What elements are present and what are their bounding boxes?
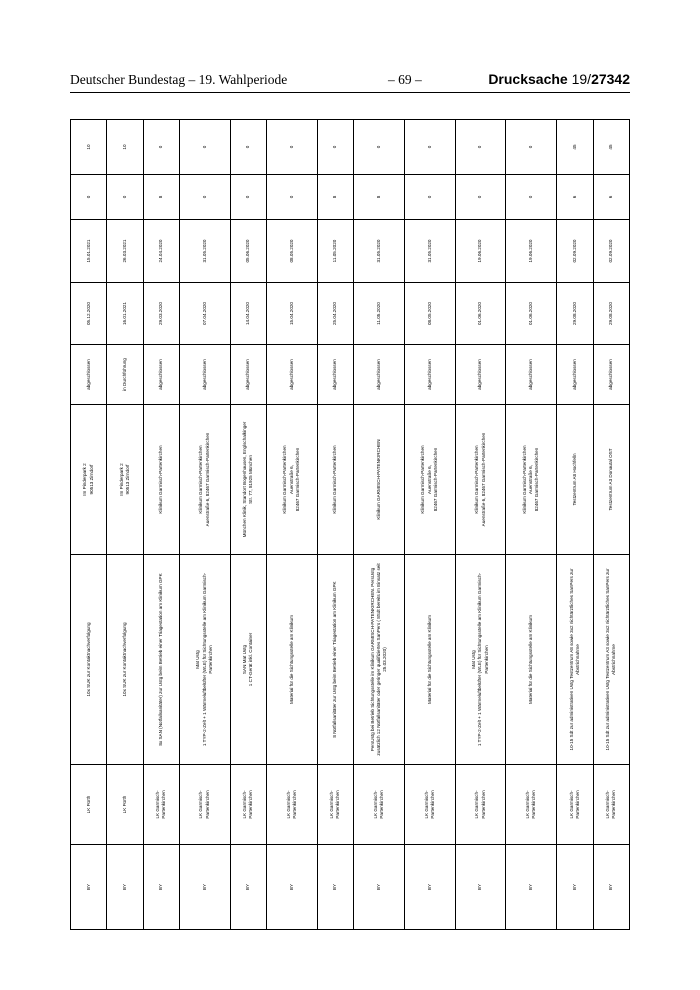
cell-line: 14.04.2020 <box>245 302 251 325</box>
cell-line: 05.06.2020 <box>245 239 251 263</box>
cell-line: LK Garmisch- <box>605 790 611 819</box>
cell-line: abgeschlossen <box>571 359 577 390</box>
cell-start <box>593 283 629 345</box>
cell-end <box>506 220 557 283</box>
cell-line: 0 <box>85 195 91 199</box>
cell-line: 1 CT-Gerät inkl. Container <box>248 632 254 687</box>
cell-start <box>143 283 179 345</box>
drucksache-number <box>488 71 630 87</box>
cell-status <box>506 345 557 405</box>
cell-district <box>404 765 455 845</box>
cell-line: LK Garmisch- <box>154 790 160 819</box>
cell-land <box>266 845 317 930</box>
cell-line: BY <box>426 883 432 891</box>
cell-line: LK Garmisch- <box>474 790 480 819</box>
cell-measure <box>404 555 455 765</box>
cell-line: Partenkirchen <box>611 790 617 819</box>
cell-start <box>71 283 107 345</box>
cell-line: Auenstraße 6, 82467 Garmisch-Partenkirchen <box>480 432 486 527</box>
cell-line: 82467 Garmisch-Partenkirchen <box>534 447 540 512</box>
cell-line: Auenstraße 6, 82467 Garmisch-Partenkirchen <box>204 432 210 527</box>
cell-line: LK Garmisch- <box>329 790 335 819</box>
table-container <box>70 120 630 930</box>
cell-line: Partenkirchen <box>248 790 254 819</box>
cell-land <box>404 845 455 930</box>
cell-line: PersUstg bei Betrieb Sichtungsstelle im Klinikum GARMISCH-PATENKIRCHEN. PersUstg <box>369 567 375 752</box>
cell-line: LK Garmisch- <box>372 790 378 819</box>
table-row <box>179 120 230 930</box>
cell-location <box>107 405 143 555</box>
table-row <box>317 120 353 930</box>
cell-measure <box>266 555 317 765</box>
cell-status <box>404 345 455 405</box>
cell-line: 8 Notfallsanitäter zur Ustg beim Betrieb einer Triagestation am Klinikum GPK <box>332 581 338 738</box>
cell-line: 01.06.2020 <box>528 302 534 325</box>
drucksache-num-b: 27342 <box>591 71 630 87</box>
cell-line: Partenkirchen <box>204 790 210 819</box>
cell-land <box>455 845 506 930</box>
cell-line: LK Garmisch- <box>525 790 531 819</box>
cell-line: 0 <box>158 145 164 149</box>
cell-land <box>71 845 107 930</box>
cell-district <box>143 765 179 845</box>
cell-line: 0 <box>375 145 381 149</box>
cell-line: BY <box>158 883 164 891</box>
cell-line: 0 <box>121 195 127 199</box>
cell-line: LK Fürth <box>85 795 91 814</box>
cell-line: 10x SUK zur Kontaktnachverfolgung <box>121 622 127 697</box>
cell-line: 0 <box>245 195 251 199</box>
cell-count-a <box>266 175 317 220</box>
cell-line: Auenstraße 6, <box>426 465 432 494</box>
cell-line: 26.03.2021 <box>121 239 127 263</box>
cell-line: 45 <box>608 144 614 150</box>
cell-end <box>455 220 506 283</box>
cell-line: 90513 Zirndorf <box>88 464 94 495</box>
cell-line: Partenkirchen <box>161 790 167 819</box>
table-row <box>353 120 404 930</box>
cell-line: abgeschlossen <box>426 359 432 390</box>
cell-end <box>107 220 143 283</box>
cell-measure <box>506 555 557 765</box>
cell-line: 08.05.2020 <box>288 239 294 263</box>
cell-land <box>317 845 353 930</box>
cell-line: abgeschlossen <box>85 359 91 390</box>
cell-line: 0 <box>426 195 432 199</box>
cell-line: Klinikum GARMISCH-PATENKIRCHEN <box>375 439 381 520</box>
cell-location <box>557 405 593 555</box>
table-row <box>557 120 593 930</box>
cell-line: Partenkirchen <box>531 790 537 819</box>
cell-line: abgeschlossen <box>288 359 294 390</box>
cell-line: 10x SUK zur Kontaktnachverfolgung <box>85 622 91 697</box>
cell-measure <box>455 555 506 765</box>
cell-line: 29.08.2020 <box>608 302 614 325</box>
cell-line: 0 <box>426 145 432 149</box>
document-title: Deutscher Bundestag – 19. Wahlperiode <box>70 72 288 87</box>
table-row <box>266 120 317 930</box>
cell-line: BY <box>528 883 534 891</box>
cell-line: BY <box>201 883 207 891</box>
cell-line: 8 <box>158 195 164 199</box>
cell-line: Klinikum Garmisch-Partenkirchen <box>522 445 528 514</box>
cell-status <box>143 345 179 405</box>
cell-line: LK Garmisch- <box>568 790 574 819</box>
cell-measure <box>557 555 593 765</box>
cell-line: BY <box>477 883 483 891</box>
cell-end <box>404 220 455 283</box>
cell-land <box>179 845 230 930</box>
cell-line: abgeschlossen <box>201 359 207 390</box>
cell-location <box>317 405 353 555</box>
cell-count-a <box>179 175 230 220</box>
cell-status <box>593 345 629 405</box>
cell-line: 82467 Garmisch-Partenkirchen <box>294 447 300 512</box>
cell-count-b <box>317 120 353 175</box>
cell-line: 8 <box>332 195 338 199</box>
cell-line: 1 TYP-2-Zelt + 1 Wärmeluftbelüfter (WLE) für Sichtungsstelle am Klinikum Garmisch- <box>201 572 207 747</box>
cell-line: BY <box>375 883 381 891</box>
cell-line: Klinikum Garmisch-Partenkirchen <box>198 445 204 514</box>
cell-count-a <box>143 175 179 220</box>
cell-land <box>143 845 179 930</box>
cell-measure <box>107 555 143 765</box>
cell-land <box>506 845 557 930</box>
cell-status <box>179 345 230 405</box>
cell-line: 16.01.2021 <box>121 302 127 325</box>
cell-district <box>266 765 317 845</box>
cell-line: BY <box>608 883 614 891</box>
cell-line: Klinikum Garmisch-Partenkirchen <box>474 445 480 514</box>
cell-line: in Durchführung <box>121 358 127 391</box>
cell-line: Im Pinderpark 2 <box>118 463 124 496</box>
cell-line: Partenkirchen <box>291 790 297 819</box>
cell-location <box>404 405 455 555</box>
cell-line: 31.05.2020 <box>375 239 381 263</box>
cell-line: Partenkirchen <box>483 645 489 674</box>
cell-line: 02.09.2020 <box>608 239 614 263</box>
cell-line: 0 <box>528 145 534 149</box>
cell-measure <box>179 555 230 765</box>
cell-status <box>455 345 506 405</box>
cell-line: abgeschlossen <box>245 359 251 390</box>
cell-line: 90513 Zirndorf <box>124 464 130 495</box>
cell-location <box>455 405 506 555</box>
rotated-table <box>70 120 630 930</box>
cell-district <box>506 765 557 845</box>
cell-line: abgeschlossen <box>608 359 614 390</box>
cell-line: 31.05.2020 <box>201 239 207 263</box>
cell-end <box>557 220 593 283</box>
cell-line: 25.03.2020) <box>381 647 387 672</box>
table-row <box>107 120 143 930</box>
cell-line: Material für die Sichtungsstelle am Klinikum <box>528 615 534 704</box>
cell-district <box>107 765 143 845</box>
cell-location <box>143 405 179 555</box>
cell-line: LK Garmisch- <box>198 790 204 819</box>
cell-line: 31.05.2020 <box>426 239 432 263</box>
cell-end <box>353 220 404 283</box>
cell-location <box>230 405 266 555</box>
cell-line: Partenkirchen <box>207 645 213 674</box>
cell-line: abgeschlossen <box>528 359 534 390</box>
cell-district <box>455 765 506 845</box>
cell-line: Partenkirchen <box>574 790 580 819</box>
cell-line: 01.06.2020 <box>477 302 483 325</box>
cell-land <box>230 845 266 930</box>
cell-line: Partenkirchen <box>480 790 486 819</box>
cell-start <box>404 283 455 345</box>
cell-line: 0 <box>332 145 338 149</box>
cell-location <box>71 405 107 555</box>
cell-measure <box>353 555 404 765</box>
cell-start <box>266 283 317 345</box>
cell-count-a <box>506 175 557 220</box>
cell-line: Klinikum Garmisch-Partenkirchen <box>158 445 164 514</box>
cell-line: Im Pinderpark 2 <box>82 463 88 496</box>
cell-measure <box>317 555 353 765</box>
cell-district <box>317 765 353 845</box>
cell-line: Partenkirchen <box>335 790 341 819</box>
cell-line: abgeschlossen <box>158 359 164 390</box>
cell-line: abgeschlossen <box>477 359 483 390</box>
cell-line: Abstrichnahme <box>574 644 580 675</box>
cell-count-a <box>557 175 593 220</box>
cell-location <box>353 405 404 555</box>
cell-line: 0 <box>201 145 207 149</box>
cell-count-a <box>317 175 353 220</box>
drucksache-label: Drucksache <box>488 71 568 87</box>
cell-count-a <box>455 175 506 220</box>
cell-line: Klinikum Garmisch-Partenkirchen <box>332 445 338 514</box>
cell-line: Testzentrum A8 Hochfelln <box>571 453 577 506</box>
cell-land <box>107 845 143 930</box>
cell-line: LK Garmisch- <box>285 790 291 819</box>
cell-district <box>71 765 107 845</box>
cell-line: Partenkirchen <box>429 790 435 819</box>
cell-district <box>179 765 230 845</box>
cell-line: 8x SAN (Notfallsanitäter) zur Ustg beim Betrieb einer Triagestation am Klinikum GPK <box>158 573 164 746</box>
cell-status <box>107 345 143 405</box>
cell-count-b <box>107 120 143 175</box>
cell-line: zusätzlich 12 Notfallsanitäter oder geringer qualifiziertes SanPers ( 8Sdt bereits im Einsatz seit <box>375 563 381 756</box>
cell-count-a <box>71 175 107 220</box>
cell-line: 07.04.2020 <box>201 302 207 325</box>
cell-line: 10-15 Sdt zur administrativen Ustg Testzentrum A3 sowie 3x2 nichtärztliches SanPers zur <box>605 568 611 751</box>
cell-start <box>455 283 506 345</box>
cell-count-a <box>107 175 143 220</box>
cell-line: Auenstraße 6, <box>528 465 534 494</box>
cell-status <box>266 345 317 405</box>
cell-line: LK Garmisch- <box>242 790 248 819</box>
cell-start <box>230 283 266 345</box>
cell-status <box>353 345 404 405</box>
cell-line: Material für die Sichtungsstelle am Klinikum <box>426 615 432 704</box>
cell-line: 0 <box>477 145 483 149</box>
cell-line: 0 <box>201 195 207 199</box>
cell-count-a <box>230 175 266 220</box>
cell-measure <box>143 555 179 765</box>
cell-line: 05.12.2020 <box>85 302 91 325</box>
table-row <box>506 120 557 930</box>
cell-line: Klinikum Garmisch-Partenkirchen <box>282 445 288 514</box>
page-header <box>70 72 630 90</box>
cell-line: 0 <box>288 195 294 199</box>
cell-line: 10 <box>85 144 91 150</box>
cell-status <box>230 345 266 405</box>
cell-location <box>506 405 557 555</box>
cell-line: 08.05.2020 <box>426 302 432 325</box>
cell-count-b <box>353 120 404 175</box>
cell-line: BY <box>85 883 91 891</box>
cell-count-b <box>179 120 230 175</box>
cell-status <box>71 345 107 405</box>
table-row <box>593 120 629 930</box>
cell-location <box>593 405 629 555</box>
cell-line: Abstrichnahme <box>611 644 617 675</box>
cell-start <box>107 283 143 345</box>
cell-line: 0 <box>528 195 534 199</box>
cell-line: 10-15 Sdt zur administrativen Ustg Testzentrum A8 sowie 3x2 nichtärztliches SanPers zur <box>568 568 574 751</box>
cell-line: 0 <box>288 145 294 149</box>
cell-line: LK Garmisch- <box>423 790 429 819</box>
cell-line: Auenstraße 6, <box>288 465 294 494</box>
cell-line: BY <box>245 883 251 891</box>
cell-line: BY <box>288 883 294 891</box>
cell-measure <box>71 555 107 765</box>
cell-count-b <box>266 120 317 175</box>
table-row <box>71 120 107 930</box>
cell-district <box>557 765 593 845</box>
cell-start <box>317 283 353 345</box>
cell-measure <box>230 555 266 765</box>
cell-end <box>593 220 629 283</box>
cell-district <box>353 765 404 845</box>
cell-count-b <box>455 120 506 175</box>
cell-line: Str. 77, 81925 München <box>248 455 254 504</box>
cell-status <box>557 345 593 405</box>
cell-line: Mat Ustg <box>195 650 201 669</box>
cell-line: 0 <box>477 195 483 199</box>
cell-measure <box>593 555 629 765</box>
cell-status <box>317 345 353 405</box>
cell-line: 11.05.2020 <box>375 302 381 325</box>
cell-line: 1 TYP-2-Zelt + 1 Wärmeluftbelüfter (WLE) für Sichtungsstelle am Klinikum Garmisch- <box>477 572 483 747</box>
table-row <box>404 120 455 930</box>
cell-end <box>71 220 107 283</box>
cell-line: 29.03.2020 <box>158 302 164 325</box>
cell-end <box>317 220 353 283</box>
cell-district <box>230 765 266 845</box>
cell-line: LK Fürth <box>121 795 127 814</box>
cell-line: Material für die Sichtungsstelle am Klinikum <box>288 615 294 704</box>
header-rule <box>70 92 630 93</box>
cell-count-b <box>230 120 266 175</box>
cell-line: abgeschlossen <box>332 359 338 390</box>
cell-line: 19.06.2020 <box>477 239 483 263</box>
cell-line: 10 <box>121 144 127 150</box>
cell-line: 15.01.2021 <box>85 239 91 263</box>
cell-line: 82467 Garmisch-Partenkirchen <box>432 447 438 512</box>
cell-line: BY <box>121 883 127 891</box>
cell-land <box>557 845 593 930</box>
cell-line: 24.04.2020 <box>158 239 164 263</box>
cell-line: SAN Mat Ustg <box>242 644 248 675</box>
cell-line: 19.06.2020 <box>528 239 534 263</box>
cell-land <box>593 845 629 930</box>
cell-line: 02.09.2020 <box>571 239 577 263</box>
table-row <box>455 120 506 930</box>
drucksache-num-a: 19/ <box>571 71 592 87</box>
cell-count-b <box>71 120 107 175</box>
cell-count-b <box>593 120 629 175</box>
cell-end <box>266 220 317 283</box>
cell-line: 25.04.2020 <box>332 302 338 325</box>
cell-line: 0 <box>245 145 251 149</box>
cell-line: abgeschlossen <box>375 359 381 390</box>
cell-count-b <box>506 120 557 175</box>
page-number: – 69 – <box>388 72 422 87</box>
cell-line: 8 <box>375 195 381 199</box>
cell-location <box>179 405 230 555</box>
cell-start <box>353 283 404 345</box>
assistance-table <box>70 119 630 930</box>
cell-location <box>266 405 317 555</box>
cell-line: 11.05.2020 <box>332 239 338 263</box>
cell-count-b <box>404 120 455 175</box>
cell-start <box>179 283 230 345</box>
cell-line: 6 <box>571 195 577 199</box>
cell-line: 6 <box>608 195 614 199</box>
cell-start <box>557 283 593 345</box>
cell-line: 29.08.2020 <box>571 302 577 325</box>
cell-count-a <box>593 175 629 220</box>
cell-land <box>353 845 404 930</box>
cell-line: Mat Ustg <box>471 650 477 669</box>
cell-line: Partenkirchen <box>378 790 384 819</box>
table-row <box>143 120 179 930</box>
cell-end <box>230 220 266 283</box>
cell-count-b <box>557 120 593 175</box>
table-body <box>71 120 630 930</box>
cell-line: München Klinik, Standort Bogenhausen, Englschalkinger <box>242 421 248 538</box>
cell-line: Klinikum Garmisch-Partenkirchen <box>420 445 426 514</box>
cell-end <box>143 220 179 283</box>
cell-line: 15.04.2020 <box>288 302 294 325</box>
cell-count-a <box>353 175 404 220</box>
cell-line: 45 <box>571 144 577 150</box>
cell-line: BY <box>571 883 577 891</box>
table-row <box>230 120 266 930</box>
cell-line: Testzentrum A3 Donautal OST <box>608 448 614 511</box>
cell-end <box>179 220 230 283</box>
cell-count-b <box>143 120 179 175</box>
cell-start <box>506 283 557 345</box>
cell-district <box>593 765 629 845</box>
cell-count-a <box>404 175 455 220</box>
cell-line: BY <box>332 883 338 891</box>
